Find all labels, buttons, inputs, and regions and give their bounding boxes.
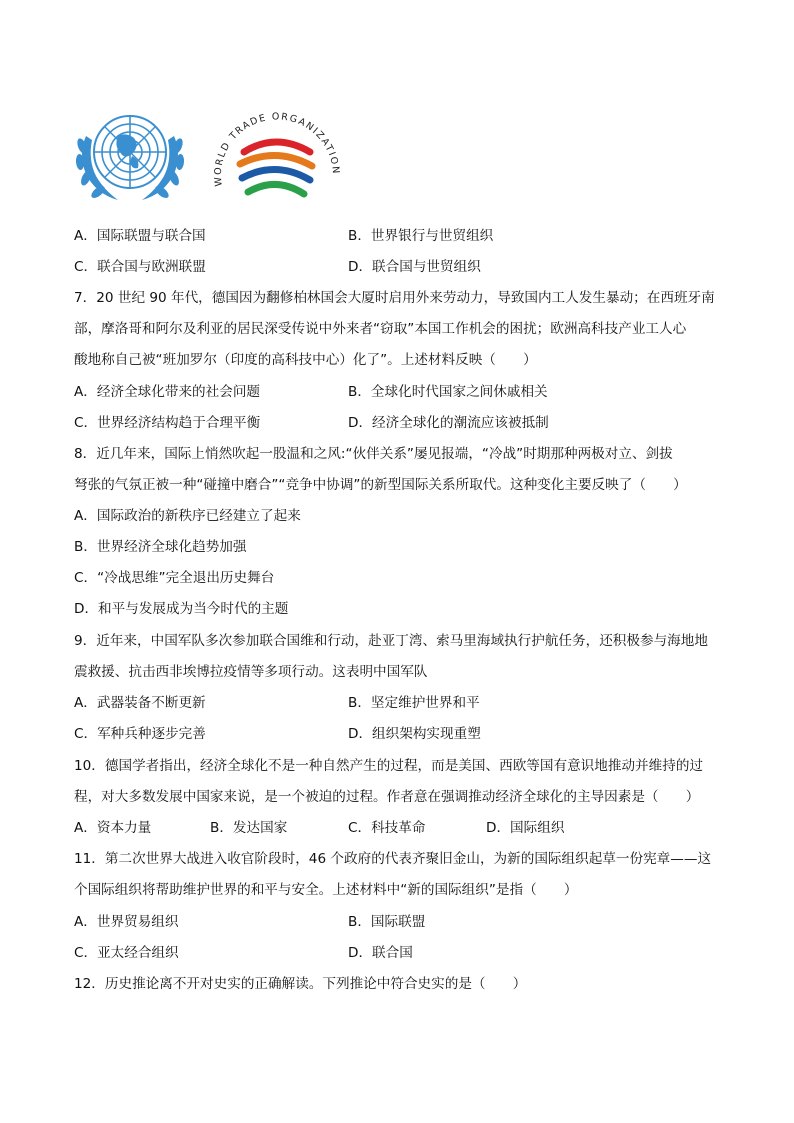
svg-text:WORLD TRADE ORGANIZATION [213, 111, 341, 186]
q9-option-c: C．军种兵种逐步完善 [74, 726, 206, 742]
q8-option-d: D．和平与发展成为当今时代的主题 [74, 601, 289, 617]
q9-stem-line1: 9．近年来，中国军队多次参加联合国维和行动，赴亚丁湾、索马里海域执行护航任务，还积极参与海地地 [74, 633, 708, 649]
q6-option-a: A．国际联盟与联合国 [74, 228, 206, 244]
q9-stem-line2: 震救援、抗击西非埃博拉疫情等多项行动。这表明中国军队 [74, 664, 428, 680]
q9-option-b: B．坚定维护世界和平 [348, 695, 480, 711]
q9-option-a: A．武器装备不断更新 [74, 695, 206, 711]
q6-option-c: C．联合国与欧洲联盟 [74, 259, 206, 275]
q7-option-c: C．世界经济结构趋于合理平衡 [74, 415, 261, 431]
q9-option-d: D．组织架构实现重塑 [348, 726, 481, 742]
q7-stem-line1: 7．20 世纪 90 年代，德国因为翻修柏林国会大厦时启用外来劳动力，导致国内工人发生暴动；在西班牙南 [74, 290, 715, 306]
q10-option-b: B．发达国家 [210, 820, 288, 836]
q7-option-d: D．经济全球化的潮流应该被抵制 [348, 415, 549, 431]
q8-stem-line1: 8．近几年来，国际上悄然吹起一股温和之风:“伙伴关系”屡见报端，“冷战”时期那种两极对立、剑拔 [74, 446, 673, 462]
q10-stem-line2: 程，对大多数发展中国家来说，是一个被迫的过程。作者意在强调推动经济全球化的主导因素是（ ） [74, 789, 700, 805]
q8-option-c: C．“冷战思维”完全退出历史舞台 [74, 570, 275, 586]
q11-stem-line2: 个国际组织将帮助维护世界的和平与安全。上述材料中“新的国际组织”是指（ ） [74, 882, 578, 898]
q11-option-d: D．联合国 [348, 945, 413, 961]
q11-stem-line1: 11．第二次世界大战进入收官阶段时，46 个政府的代表齐聚旧金山，为新的国际组织起草一份宪章——这 [74, 851, 712, 867]
q7-stem-line2: 部，摩洛哥和阿尔及利亚的居民深受传说中外来者“窃取”本国工作机会的困扰；欧洲高科技产业工人心 [74, 321, 687, 337]
q10-option-a: A．资本力量 [74, 820, 152, 836]
un-emblem-icon [74, 106, 186, 212]
q10-option-d: D．国际组织 [486, 820, 565, 836]
wto-logo-icon [200, 102, 350, 214]
q7-stem-line3: 酸地称自己被“班加罗尔（印度的高科技中心）化了”。上述材料反映（ ） [74, 352, 537, 368]
q11-option-c: C．亚太经合组织 [74, 945, 179, 961]
q10-option-c: C．科技革命 [348, 820, 426, 836]
q6-option-b: B．世界银行与世贸组织 [348, 228, 494, 244]
q8-option-b: B．世界经济全球化趋势加强 [74, 539, 247, 555]
q12-stem-line1: 12．历史推论离不开对史实的正确解读。下列推论中符合史实的是（ ） [74, 976, 527, 992]
q6-option-d: D．联合国与世贸组织 [348, 259, 481, 275]
q11-option-b: B．国际联盟 [348, 914, 426, 930]
q8-option-a: A．国际政治的新秩序已经建立了起来 [74, 508, 301, 524]
q7-option-a: A．经济全球化带来的社会问题 [74, 384, 261, 400]
q11-option-a: A．世界贸易组织 [74, 914, 179, 930]
q7-option-b: B．全球化时代国家之间休戚相关 [348, 384, 548, 400]
q10-stem-line1: 10．德国学者指出，经济全球化不是一种自然产生的过程，而是美国、西欧等国有意识地推动并维持的过 [74, 758, 704, 774]
q8-stem-line2: 弩张的气氛正被一种“碰撞中磨合”“竞争中协调”的新型国际关系所取代。这种变化主要反映了（ ） [74, 477, 687, 493]
wto-logo-text: WORLD TRADE ORGANIZATION [212, 111, 342, 187]
